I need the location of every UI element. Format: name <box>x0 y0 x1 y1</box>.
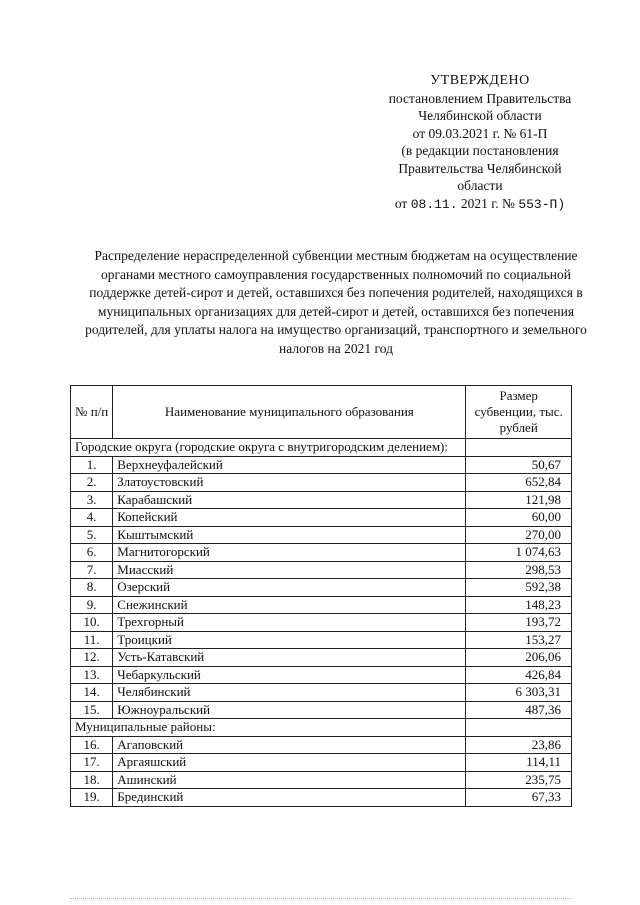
table-header-row <box>71 386 572 439</box>
row-num: 15. <box>71 701 113 719</box>
header-num: № п/п <box>71 386 113 439</box>
row-value: 426,84 <box>466 666 572 684</box>
table-row <box>71 701 572 719</box>
row-value: 487,36 <box>466 701 572 719</box>
table-row <box>71 631 572 649</box>
approval-line: постановлением Правительства <box>388 90 572 106</box>
approval-line: Челябинской области <box>418 108 542 123</box>
row-name: Южноуральский <box>113 701 466 719</box>
row-name: Агаповский <box>113 736 466 754</box>
row-value: 67,33 <box>466 789 572 807</box>
row-value: 121,98 <box>466 491 572 509</box>
row-value: 1 074,63 <box>466 544 572 562</box>
row-name: Миасский <box>113 561 466 579</box>
row-value: 193,72 <box>466 614 572 632</box>
row-value: 153,27 <box>466 631 572 649</box>
section-empty <box>466 439 572 457</box>
row-num: 12. <box>71 649 113 667</box>
row-name: Чебаркульский <box>113 666 466 684</box>
row-num: 19. <box>71 789 113 807</box>
approval-date-line <box>360 195 600 214</box>
row-value: 114,11 <box>466 754 572 772</box>
row-name: Верхнеуфалейский <box>113 456 466 474</box>
section-title: Муниципальные районы: <box>71 719 466 737</box>
row-name: Карабашский <box>113 491 466 509</box>
row-name: Трехгорный <box>113 614 466 632</box>
row-num: 7. <box>71 561 113 579</box>
table-row <box>71 474 572 492</box>
table-row <box>71 456 572 474</box>
row-name: Копейский <box>113 509 466 527</box>
row-name: Усть-Катавский <box>113 649 466 667</box>
row-num: 9. <box>71 596 113 614</box>
row-num: 10. <box>71 614 113 632</box>
row-name: Челябинский <box>113 684 466 702</box>
row-value: 206,06 <box>466 649 572 667</box>
table-row <box>71 649 572 667</box>
row-value: 652,84 <box>466 474 572 492</box>
row-num: 17. <box>71 754 113 772</box>
row-name: Озерский <box>113 579 466 597</box>
row-value: 23,86 <box>466 736 572 754</box>
row-name: Златоустовский <box>113 474 466 492</box>
table-row <box>71 544 572 562</box>
table-row <box>71 736 572 754</box>
row-value: 50,67 <box>466 456 572 474</box>
table-row <box>71 596 572 614</box>
document-title: Распределение нераспределенной субвенции местным бюджетам на осуществление органами местного самоуправления государственных полномочий по социальной поддержке детей-сирот и детей, оставшихся без попечения родителей, находящихся в муниципальных организациях для детей-сирот и детей, оставшихся без попечения родителей, для уплаты налога на имущество организаций, транспортного и земельного налогов на 2021 год <box>85 248 587 356</box>
approval-stamp: УТВЕРЖДЕНО <box>430 73 530 88</box>
row-name: Брединский <box>113 789 466 807</box>
row-num: 1. <box>71 456 113 474</box>
row-num: 2. <box>71 474 113 492</box>
doc-number: 553-П) <box>518 196 566 212</box>
section-row <box>71 439 572 457</box>
row-value: 592,38 <box>466 579 572 597</box>
approval-block <box>360 72 600 213</box>
row-num: 13. <box>71 666 113 684</box>
row-name: Снежинский <box>113 596 466 614</box>
table-row <box>71 561 572 579</box>
row-num: 6. <box>71 544 113 562</box>
date-value: 08.11. <box>410 196 458 212</box>
table-row <box>71 789 572 807</box>
row-num: 16. <box>71 736 113 754</box>
row-num: 8. <box>71 579 113 597</box>
row-num: 3. <box>71 491 113 509</box>
date-prefix: от <box>394 195 408 211</box>
row-num: 4. <box>71 509 113 527</box>
approval-line: от 09.03.2021 г. № 61-П <box>412 125 548 141</box>
row-num: 18. <box>71 771 113 789</box>
row-value: 60,00 <box>466 509 572 527</box>
row-name: Троицкий <box>113 631 466 649</box>
row-num: 11. <box>71 631 113 649</box>
section-empty <box>466 719 572 737</box>
header-name: Наименование муниципального образования <box>113 386 466 439</box>
approval-line: области <box>457 178 503 193</box>
table-row <box>71 526 572 544</box>
table-row <box>71 491 572 509</box>
row-value: 270,00 <box>466 526 572 544</box>
row-num: 14. <box>71 684 113 702</box>
table-row <box>71 666 572 684</box>
approval-line: Правительства Челябинской <box>398 160 562 176</box>
approval-line: (в редакции постановления <box>401 143 559 158</box>
table-row <box>71 614 572 632</box>
header-value: Размер субвенции, тыс. рублей <box>466 386 572 439</box>
table-row <box>71 754 572 772</box>
row-value: 235,75 <box>466 771 572 789</box>
row-name: Кыштымский <box>113 526 466 544</box>
table-row <box>71 771 572 789</box>
table-row <box>71 684 572 702</box>
row-name: Аргаяшский <box>113 754 466 772</box>
row-name: Магнитогорский <box>113 544 466 562</box>
row-value: 298,53 <box>466 561 572 579</box>
row-num: 5. <box>71 526 113 544</box>
date-year: 2021 г. № <box>460 195 515 211</box>
subsidy-table <box>70 385 572 807</box>
row-value: 148,23 <box>466 596 572 614</box>
row-name: Ашинский <box>113 771 466 789</box>
section-title: Городские округа (городские округа с внутригородским делением): <box>71 439 466 457</box>
row-value: 6 303,31 <box>466 684 572 702</box>
footer-divider <box>70 898 572 899</box>
table-row <box>71 509 572 527</box>
section-row <box>71 719 572 737</box>
table-row <box>71 579 572 597</box>
